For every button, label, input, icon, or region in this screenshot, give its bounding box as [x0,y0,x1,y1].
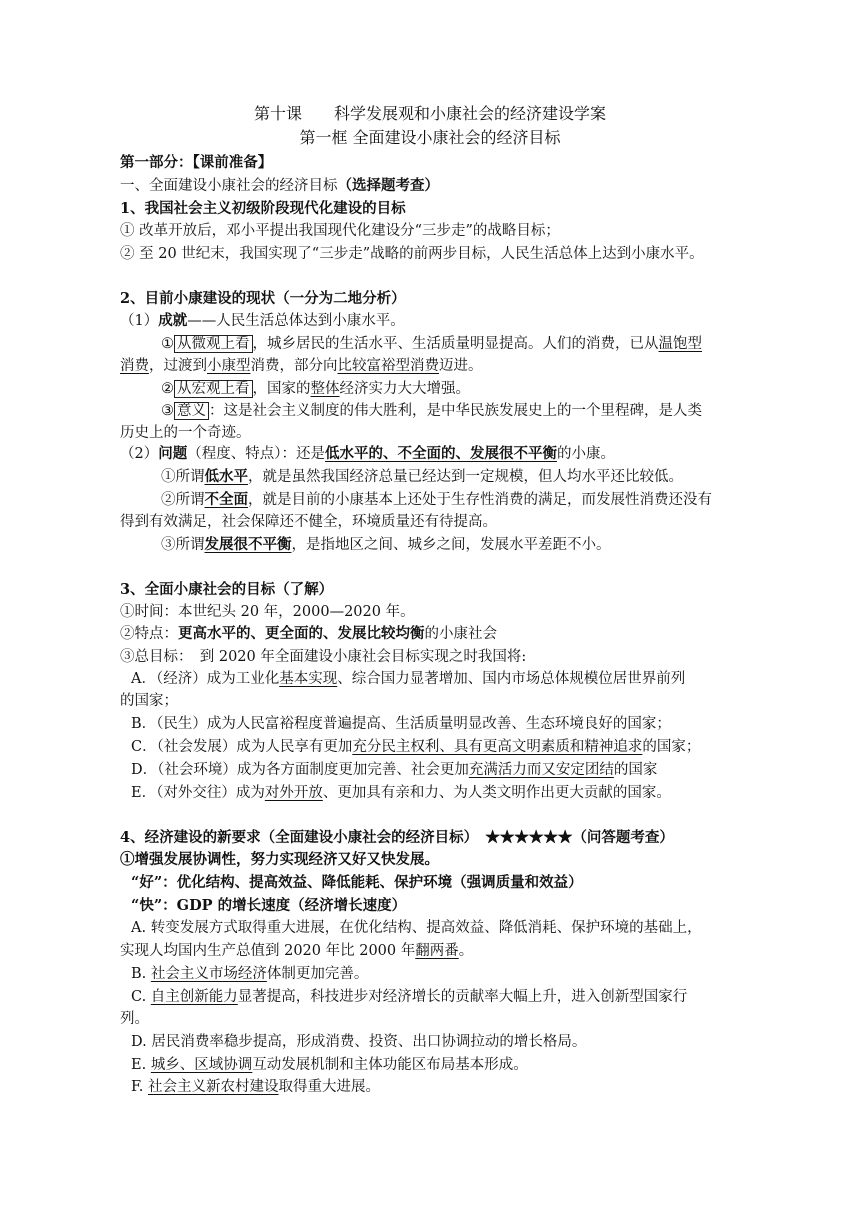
point-2-title: 2、目前小康建设的现状（一分为二地分析） [120,290,406,307]
item-text: ，就是虽然我国经济总量已经达到一定规模，但人均水平还比较低。 [248,469,683,485]
achievement-meaning [161,401,702,421]
point-1-item-2: ② 至 20 世纪末，我国实现了“三步走”战略的前两步目标，人民生活总体上达到小康水平。 [120,246,704,262]
req-item-a: A. 转变发展方式取得重大进展，在优化结构、提高效益、降低消耗、保护环境的基础上， [131,920,702,936]
req-item-c-cont: 列。 [120,1011,149,1027]
problem-incomplete [161,490,712,510]
underlined-term: 低水平 [204,468,248,485]
item-text: B. [131,966,151,982]
achievement-text: ——人民生活总体达到小康水平。 [187,313,405,329]
item-text: A．（经济）成为工业化 [131,671,280,687]
item-text: 的小康社会 [424,626,497,642]
item-text: ，就是目前的小康基本上还处于生存性消费的满足，而发展性消费还没有 [248,492,712,508]
goal-time: ①时间：本世纪头 20 年，2000—2020 年。 [120,604,415,620]
item-text: ②所谓 [161,492,205,508]
goal-item-c [131,737,700,757]
item-text: ：这是社会主义制度的伟大胜利，是中华民族发展史上的一个里程碑，是人类 [209,403,702,419]
req-item-f [131,1077,380,1097]
item-text: ，过渡到 [149,358,207,374]
problem-incomplete-cont: 得到有效满足，社会保障还不健全，环境质量还有待提高。 [120,514,497,530]
point-4-title: 4、经济建设的新要求（全面建设小康社会的经济目标） ★★★★★★（问答题考查） [120,829,674,846]
point-3-title: 3、全面小康社会的目标（了解） [120,581,334,598]
problem-unbalanced [161,535,611,555]
achievement-micro [161,334,702,354]
item-text: F. [131,1079,149,1095]
point-1-title: 1、我国社会主义初级阶段现代化建设的目标 [120,200,406,217]
section-heading-text: 一、全面建设小康社会的经济目标 [120,178,338,194]
item-text: 。 [458,943,474,959]
item-text: ，是指地区之间、城乡之间，发展水平差距不小。 [291,537,611,553]
achievement-meaning-cont: 历史上的一个奇迹。 [120,425,251,441]
underlined-term: 基本实现 [279,671,338,687]
underlined-term: 城乡、区域协调 [150,1057,253,1073]
goal-item-a-cont: 的国家； [120,693,178,709]
good-definition: “好”：优化结构、提高效益、降低能耗、保护环境（强调质量和效益） [131,874,583,891]
part-heading: 第一部分：【课前准备】 [120,154,273,171]
item-num: ② [161,381,174,397]
problem-num: （2） [120,446,159,462]
achievement-key: 成就 [158,312,188,329]
item-text: D．（社会环境）成为各方面制度更加完善、社会更加 [131,762,469,778]
item-text: ，国家的 [252,381,311,397]
goal-item-d [131,760,657,780]
problem-text: （程度、特点）：还是 [187,446,325,462]
achievement-micro-cont [120,356,483,376]
goal-item-b: B．（民生）成为人民富裕程度普遍提高、生活质量明显改善、生态环境良好的国家； [131,716,671,732]
fast-definition: “快”：GDP 的增长速度（经济增长速度） [131,897,407,914]
req-item-a-cont [120,941,473,961]
item-text: ③所谓 [161,537,205,553]
bold-term: 更高水平的、更全面的、发展比较均衡 [178,625,425,642]
underlined-term: 不全面 [204,491,248,508]
boxed-term: 从宏观上看 [174,380,253,398]
underlined-term: 社会主义市场经济 [150,966,267,982]
section-heading-note: （选择题考查） [337,177,439,194]
boxed-term: 意义 [174,402,209,420]
item-text: 、综合国力显著增加、国内市场总体规模位居世界前列 [337,671,686,687]
boxed-term: 从微观上看 [174,335,253,353]
goal-feature [120,624,497,644]
item-text: 消费，部分向 [250,358,338,374]
req-item-d: D. 居民消费率稳步提高，形成消费、投资、出口协调拉动的增长格局。 [131,1034,587,1050]
goal-item-e [131,783,671,803]
item-text: 显著提高，科技进步对经济增长的贡献率大幅上升，进入创新型国家行 [237,989,688,1005]
item-text: E. [131,1057,151,1073]
req-item-c [131,987,687,1007]
section-heading [120,176,439,196]
item-text: 的国家 [613,762,658,778]
underlined-term: 社会主义新农村建设 [148,1079,279,1095]
item-text: 互动发展机制和主体功能区布局基本形成。 [252,1057,528,1073]
item-text: ，城乡居民的生活水平、生活质量明显提高。人们的消费，已从 [252,336,659,352]
item-num: ① [161,336,174,352]
underlined-term: 翻两番 [415,943,459,959]
item-text: 体制更加完善。 [266,966,369,982]
item-num: ③ [161,403,174,419]
goal-overall: ③总目标： 到 2020 年全面建设小康社会目标实现之时我国将: [120,649,527,665]
underlined-term: 对外开放 [264,785,323,801]
item-text: 的国家； [642,739,701,755]
underlined-term: 自主创新能力 [150,989,238,1005]
req-item-e [131,1055,528,1075]
item-text: 、更加具有亲和力、为人类文明作出更大贡献的国家。 [322,785,671,801]
achievement-heading [120,311,405,331]
underlined-term: 充分民主权利、具有更高文明素质和精神追求 [352,739,643,755]
item-text: 经济实力大大增强。 [339,381,470,397]
underlined-term: 充满活力而又安定团结 [468,762,614,778]
underlined-term: 温饱型 [658,336,702,352]
item-text: E．（对外交往）成为 [131,785,265,801]
achievement-macro [161,379,470,399]
underlined-term: 整体 [310,381,340,397]
goal-item-a [131,669,685,689]
underlined-term: 消费 [120,358,149,374]
item-text: ②特点： [120,626,178,642]
problem-heading [120,444,615,464]
point-1-item-1: ① 改革开放后，邓小平提出我国现代化建设分“三步走”的战略目标； [120,223,560,239]
underlined-term: 低水平的、不全面的、发展很不平衡 [324,445,557,462]
point-4-sub-1: ①增强发展协调性，努力实现经济又好又快发展。 [120,851,439,868]
problem-low-level [161,467,683,487]
underlined-term: 小康型 [207,358,251,374]
item-text: C. [131,989,151,1005]
item-text: 取得重大进展。 [278,1079,381,1095]
achievement-num: （1） [120,313,159,329]
lesson-title: 第十课 科学发展观和小康社会的经济建设学案 [253,104,606,123]
underlined-term: 比较富裕型消费 [337,358,439,374]
req-item-b [131,964,368,984]
item-text: 迈进。 [439,358,483,374]
problem-key: 问题 [158,445,188,462]
section-subtitle: 第一框 全面建设小康社会的经济目标 [299,128,561,147]
item-text: C．（社会发展）成为人民享有更加 [131,739,353,755]
problem-text: 的小康。 [556,446,615,462]
item-text: 实现人均国内生产总值到 2020 年比 2000 年 [120,943,416,959]
underlined-term: 发展很不平衡 [204,536,292,553]
item-text: ①所谓 [161,469,205,485]
